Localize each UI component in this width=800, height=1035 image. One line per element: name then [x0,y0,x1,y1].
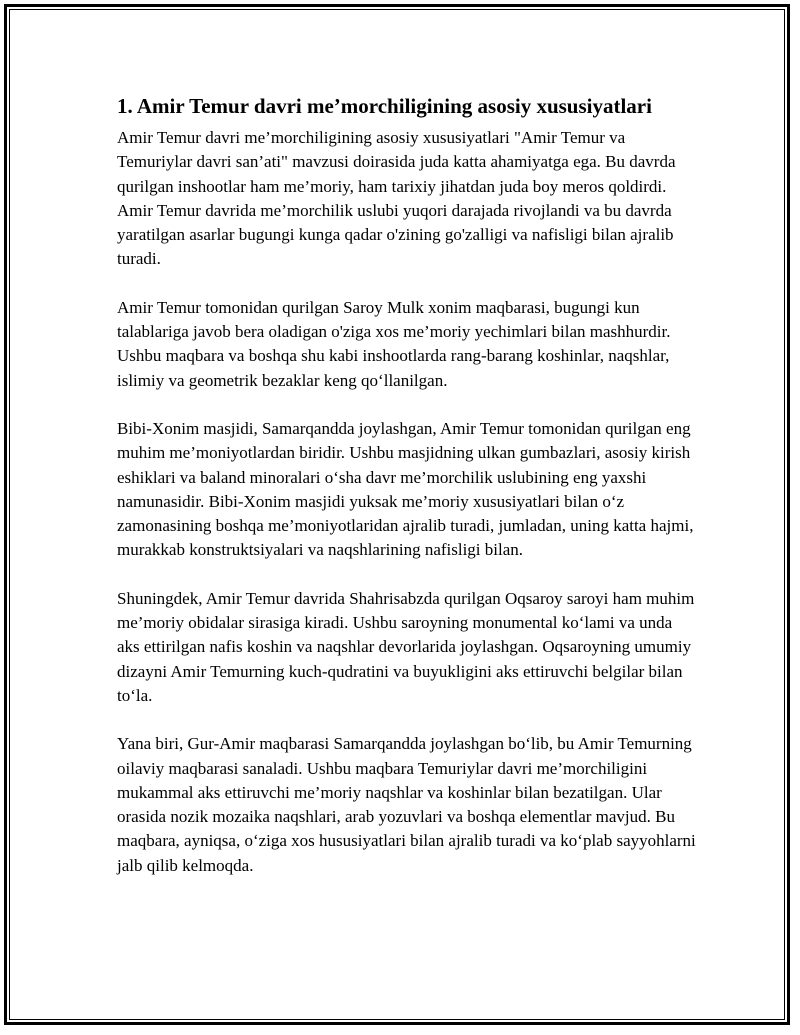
document-body [117,91,697,902]
section-heading: 1. Amir Temur davri me’morchiligining asosiy xususiyatlari [117,94,652,118]
paragraph-oqsaroy: Shuningdek, Amir Temur davrida Shahrisabzda qurilgan Oqsaroy saroyi ham muhim me’moriy obidalar sirasiga kiradi. Ushbu saroyning monumental ko‘lami va unda aks ettirilgan nafis koshin va naqshlar devorlarida joylashgan. Oqsaroyning umumiy dizayni Amir Temurning kuch-qudratini va buyukligini aks ettiruvchi belgilar bilan to‘la. [117,588,695,705]
paragraph-saroy-mulk: Amir Temur tomonidan qurilgan Saroy Mulk xonim maqbarasi, bugungi kun talablariga javob bera oladigan o'ziga xos me’moriy yechimlari bilan mashhurdir. Ushbu maqbara va boshqa shu kabi inshootlarda rang-barang koshinlar, naqshlar, islimiy va geometrik bezaklar keng qo‘llanilgan. [117,297,671,390]
paragraph-gur-amir: Yana biri, Gur-Amir maqbarasi Samarqandda joylashgan bo‘lib, bu Amir Temurning oilaviy maqbarasi sanaladi. Ushbu maqbara Temuriylar davri me’morchiligini mukammal aks ettiruvchi me’moriy naqshlar va koshinlar bilan bezatilgan. Ular orasida nozik mozaika naqshlari, arab yozuvlari va boshqa elementlar mavjud. Bu maqbara, ayniqsa, o‘ziga xos hususiyatlari bilan ajralib turadi va ko‘plab sayyohlarni jalb qilib kelmoqda. [117,734,696,875]
paragraph-intro: Amir Temur davri me’morchiligining asosiy xususiyatlari "Amir Temur va Temuriylar davri san’ati" mavzusi doirasida juda katta ahamiyatga ega. Bu davrda qurilgan inshootlar ham me’moriy, ham tarixiy jihatdan juda boy meros qoldirdi. Amir Temur davrida me’morchilik uslubi yuqori darajada rivojlandi va bu davrda yaratilgan asarlar bugungi kunga qadar o'zining go'zalligi va nafisligi bilan ajralib turadi. [117,128,676,269]
paragraph-bibi-xonim: Bibi-Xonim masjidi, Samarqandda joylashgan, Amir Temur tomonidan qurilgan eng muhim me’moniyotlardan biridir. Ushbu masjidning ulkan gumbazlari, asosiy kirish eshiklari va baland minoralari o‘sha davr me’morchilik uslubining eng yaxshi namunasidir. Bibi-Xonim masjidi yuksak me’moriy xususiyatlari bilan o‘z zamonasining boshqa me’moniyotlaridan ajralib turadi, jumladan, uning katta hajmi, murakkab konstruktsiyalari va naqshlarining nafisligi bilan. [117,418,694,560]
